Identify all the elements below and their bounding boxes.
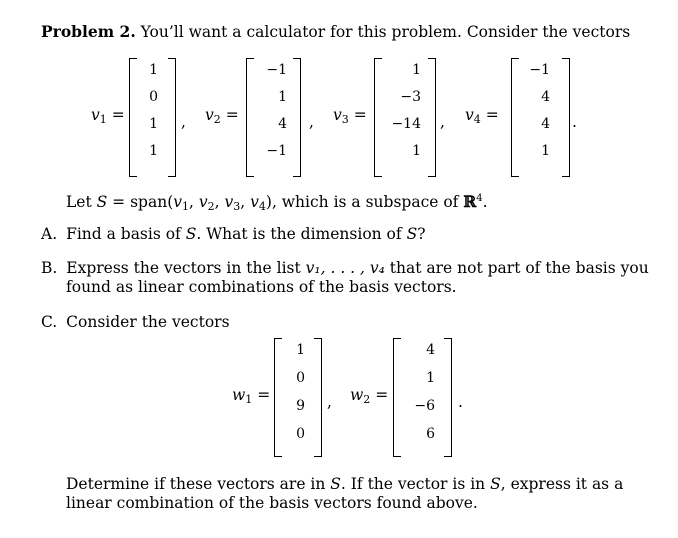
part-a-text-3: ? [417, 225, 426, 243]
part-b-list: v₁, . . . , v₄ [305, 259, 385, 277]
w1-entry-3: 9 [296, 398, 305, 414]
v3-right-bracket [428, 58, 436, 177]
span-arg-v1: v [173, 193, 183, 211]
v3-entry-1: 1 [412, 62, 421, 78]
span-arg-v3: v [224, 193, 234, 211]
v2-punctuation: , [309, 112, 314, 131]
final-S1: S [330, 475, 341, 493]
v2-entry-1: −1 [266, 62, 287, 78]
problem-intro-text: You’ll want a calculator for this problem. Consider the vectors [140, 23, 631, 41]
part-c-letter: C. [41, 313, 58, 331]
v1-punctuation: , [181, 112, 186, 131]
v2-entry-2: 1 [278, 89, 287, 105]
v4-label: $v_4$ = [465, 105, 499, 126]
v3-label: $v_3$ = [333, 105, 367, 126]
w2-right-bracket [444, 338, 452, 457]
final-text-2: . If the vector is in [340, 475, 491, 493]
v4-entry-2: 4 [541, 89, 550, 105]
part-a-S1: S [185, 225, 197, 243]
w2-entry-3: −6 [414, 398, 435, 414]
span-end: . [482, 193, 488, 211]
part-b-text-1: Express the vectors in the list [66, 259, 306, 277]
w2-entry-1: 4 [426, 342, 435, 358]
v4-right-bracket [562, 58, 570, 177]
part-b [41, 258, 649, 278]
part-c-text: Consider the vectors [66, 313, 230, 331]
v3-entry-2: −3 [400, 89, 421, 105]
span-eq: = span( [107, 193, 174, 211]
v3-punctuation: , [440, 112, 445, 131]
final-text-3: , express it as a [500, 475, 624, 493]
w2-left-bracket [393, 338, 401, 457]
span-arg-v4: v [250, 193, 259, 211]
part-a [41, 224, 426, 244]
span-S: S [96, 193, 108, 211]
final-S2: S [490, 475, 501, 493]
span-rest: ), which is a subspace of [265, 193, 464, 211]
problem-label: Problem 2. [41, 22, 136, 41]
v1-label: $v_1$ = [91, 105, 125, 126]
w1-right-bracket [314, 338, 322, 457]
part-a-text-1: Find a basis of [66, 225, 186, 243]
w2-label: $w_2$ = [350, 385, 389, 406]
part-c [41, 312, 230, 332]
w2-punctuation: . [458, 392, 463, 411]
w2-entry-2: 1 [426, 370, 435, 386]
w1-entry-1: 1 [296, 342, 305, 358]
v1-right-bracket [168, 58, 176, 177]
w1-entry-4: 0 [296, 426, 305, 442]
w2-entry-4: 6 [426, 426, 435, 442]
v4-entry-3: 4 [541, 116, 550, 132]
v4-entry-4: 1 [541, 143, 550, 159]
part-a-text-2: . What is the dimension of [196, 225, 407, 243]
part-a-S2: S [406, 225, 418, 243]
v2-entry-3: 4 [278, 116, 287, 132]
w1-entry-2: 0 [296, 370, 305, 386]
part-b-line-2 [66, 277, 457, 297]
part-b-text-2: that are not part of the basis you [384, 259, 649, 277]
span-arg-v2: v [198, 193, 208, 211]
part-b-letter: B. [41, 259, 58, 277]
problem-intro-line [41, 22, 630, 42]
v1-entry-4: 1 [149, 143, 158, 159]
final-line-1 [66, 474, 623, 494]
final-text-1: Determine if these vectors are in [66, 475, 331, 493]
w1-label: $w_1$ = [232, 385, 271, 406]
reals-symbol: ℝ [463, 192, 477, 211]
v1-entry-1: 1 [149, 62, 158, 78]
v3-left-bracket [374, 58, 382, 177]
w1-punctuation: , [327, 392, 332, 411]
span-line: Let $S = span(v_1$, $v_2$, $v_3$, $v_4$), which is a subspace of ℝ$^4$. [66, 192, 488, 213]
part-b-text-3: found as linear combinations of the basis vectors. [66, 278, 457, 296]
v3-entry-4: 1 [412, 143, 421, 159]
reals-exponent: 4 [476, 193, 483, 204]
final-line-2 [66, 493, 478, 513]
part-a-letter: A. [41, 225, 58, 243]
final-text-4: linear combination of the basis vectors found above. [66, 494, 478, 512]
v4-entry-1: −1 [529, 62, 550, 78]
v4-punctuation: . [572, 112, 577, 131]
v2-entry-4: −1 [266, 143, 287, 159]
v1-entry-2: 0 [149, 89, 158, 105]
v1-entry-3: 1 [149, 116, 158, 132]
v2-label: $v_2$ = [205, 105, 239, 126]
span-let: Let [66, 193, 97, 211]
v2-right-bracket [293, 58, 301, 177]
v3-entry-3: −14 [391, 116, 421, 132]
